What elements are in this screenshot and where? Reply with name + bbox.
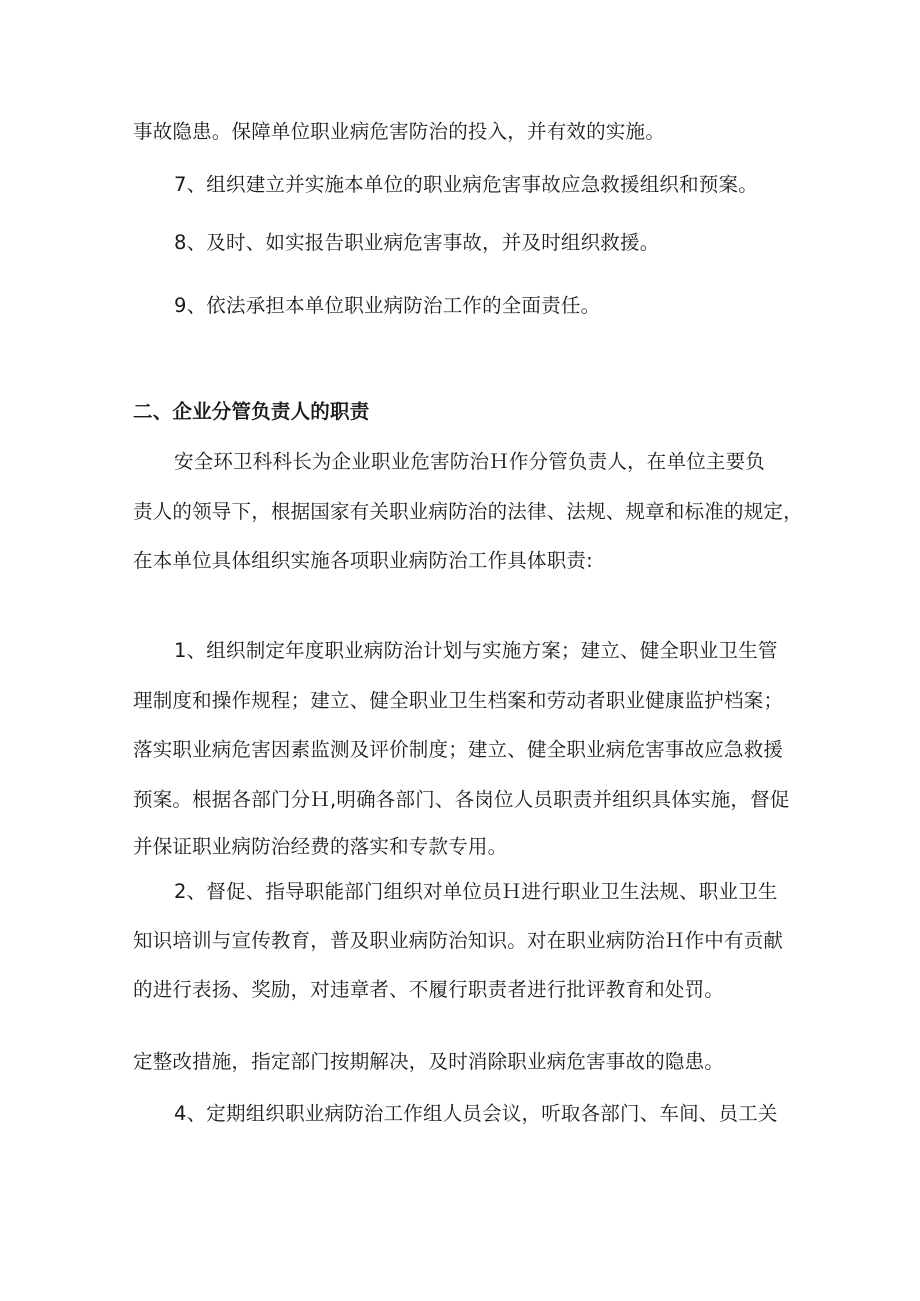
list-item-9: 9、依法承担本单位职业病防治工作的全面责任。 <box>174 294 601 317</box>
list-item-7: 7、组织建立并实施本单位的职业病危害事故应急救援组织和预案。 <box>174 173 758 196</box>
intro-line-2: 责人的领导下，根据国家有关职业病防治的法律、法规、规章和标准的规定， <box>133 500 803 523</box>
intro-line-1: 安全环卫科科长为企业职业危害防治Ｈ作分管负责人，在单位主要负 <box>174 450 766 473</box>
list-item-8: 8、及时、如实报告职业病危害事故，并及时组织救援。 <box>174 231 660 254</box>
item2-line-2: 知识培训与宣传教育，普及职业病防治知识。对在职业病防治Ｈ作中有贡献 <box>133 929 784 952</box>
continued-paragraph-line: 事故隐患。保障单位职业病危害防治的投入，并有效的实施。 <box>133 120 665 143</box>
item4-line-1: 4、定期组织职业病防治工作组人员会议，听取各部门、车间、员工关 <box>174 1102 778 1125</box>
item1-line-2: 理制度和操作规程；建立、健全职业卫生档案和劳动者职业健康监护档案； <box>133 689 784 712</box>
item2-line-3: 的进行表扬、奖励，对违章者、不履行职责者进行批评教育和处罚。 <box>133 978 725 1001</box>
section-heading: 二、企业分管负责人的职责 <box>133 400 370 423</box>
item1-line-3: 落实职业病危害因素监测及评价制度；建立、健全职业病危害事故应急救援 <box>133 738 784 761</box>
item2-line-1: 2、督促、指导职能部门组织对单位员Ｈ进行职业卫生法规、职业卫生 <box>174 880 778 903</box>
item1-line-1: 1、组织制定年度职业病防治计划与实施方案；建立、健全职业卫生管 <box>174 639 778 662</box>
fragment-line: 定整改措施，指定部门按期解决，及时消除职业病危害事故的隐患。 <box>133 1050 725 1073</box>
item1-line-5: 并保证职业病防治经费的落实和专款专用。 <box>133 835 508 858</box>
intro-line-3: 在本单位具体组织实施各项职业病防治工作具体职责: <box>133 549 593 572</box>
item1-line-4: 预案。根据各部门分Ｈ,明确各部门、各岗位人员职责并组织具体实施，督促 <box>133 788 790 811</box>
